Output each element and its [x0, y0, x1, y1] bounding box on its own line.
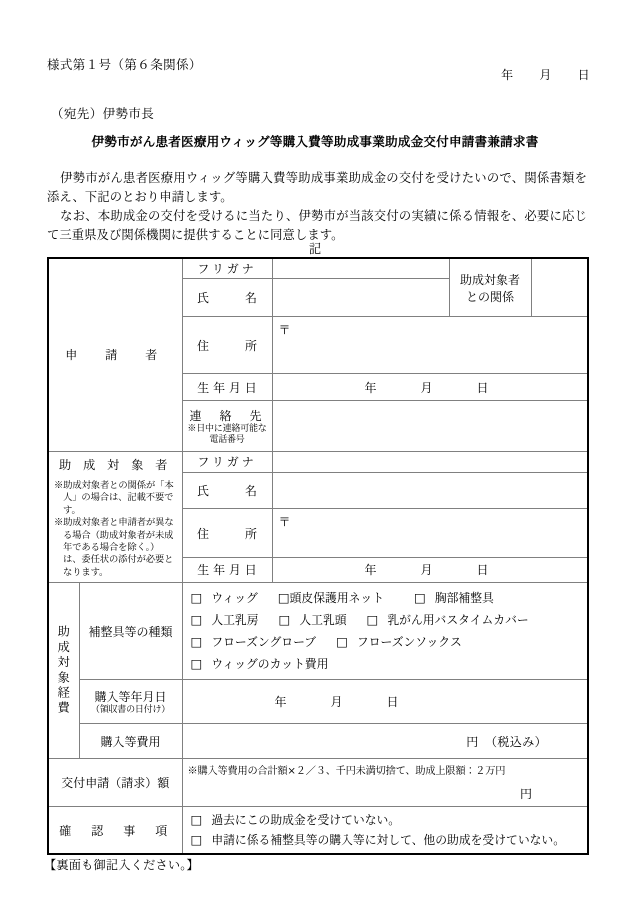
label-frozen-socks: フローズンソックス: [356, 635, 462, 650]
table-row-purchase-date: [48, 680, 588, 724]
applicant-furigana-value[interactable]: [272, 258, 449, 279]
table-row-applicant-furigana: [48, 258, 588, 279]
checkbox-no-other-subsidy[interactable]: □: [190, 832, 203, 848]
applicant-birth-year: 年: [364, 380, 378, 395]
purchase-date-label: 購入等年月日 （領収書の日付け）: [79, 680, 182, 724]
recipient-name-label: 氏 名: [182, 472, 272, 509]
label-artificial-nipple: 人工乳頭: [299, 613, 347, 628]
label-no-previous-subsidy: 過去にこの助成金を受けていない。: [211, 813, 401, 828]
recipient-section-label: 助 成 対 象 者 ※助成対象者との関係が「本人」の場合は、記載不要です。 ※助成対象者と申請者が異なる場合（助成対象者が未成年である場合を除く。）は、委任状の添付が必要となります。: [48, 452, 182, 583]
claim-amount-unit: 円: [520, 787, 533, 802]
checkbox-scalp-net[interactable]: □: [277, 590, 290, 606]
label-frozen-glove: フローズングローブ: [211, 635, 317, 650]
applicant-birth-day: 日: [476, 380, 490, 395]
table-row-confirmation: [48, 807, 588, 855]
expense-type-label: 補整具等の種類: [79, 583, 182, 680]
recipient-birth-value[interactable]: [272, 557, 588, 583]
recipient-address-label: 住 所: [182, 509, 272, 557]
checkbox-artificial-breast[interactable]: □: [190, 612, 203, 628]
purchase-date-month: 月: [330, 695, 344, 710]
checkbox-wig[interactable]: □: [190, 590, 203, 606]
purchase-cost-unit: 円 （税込み）: [466, 734, 548, 749]
applicant-name-value[interactable]: [272, 279, 449, 317]
confirmation-row-1: [191, 810, 588, 830]
confirmation-row-2: [191, 830, 588, 850]
applicant-contact-label: 連 絡 先 ※日中に連絡可能な 電話番号: [182, 401, 272, 452]
table-row-claim-amount: [48, 759, 588, 807]
checkbox-row-2: [191, 609, 588, 631]
label-artificial-breast: 人工乳房: [211, 613, 259, 628]
label-wig: ウィッグ: [211, 591, 258, 606]
application-table-wrapper: [47, 257, 587, 855]
header-date-year: 年: [501, 68, 514, 82]
table-row-expense-types: [48, 583, 588, 680]
checkbox-breast-pad[interactable]: □: [414, 590, 426, 606]
intro-paragraph-1-text: 伊勢市がん患者医療用ウィッグ等購入費等助成事業助成金の交付を受けたいので、関係書類を添え、下記のとおり申請します。: [47, 171, 587, 204]
addressee: （宛先）伊勢市長: [51, 106, 155, 121]
applicant-birth-month: 月: [420, 380, 434, 395]
recipient-birth-month: 月: [420, 563, 434, 578]
applicant-furigana-label: フリガナ: [182, 258, 272, 279]
applicant-contact-value[interactable]: [272, 401, 588, 452]
purchase-cost-label: 購入等費用: [79, 724, 182, 759]
ki-mark: 記: [308, 242, 322, 256]
checkbox-row-4: [191, 653, 588, 675]
applicant-relation-label: 助成対象者 との関係: [449, 258, 531, 317]
label-scalp-net: 頭皮保護用ネット: [289, 591, 385, 606]
label-breast-pad: 胸部補整具: [434, 591, 494, 606]
applicant-relation-value[interactable]: [531, 258, 588, 317]
table-row-purchase-cost: [48, 724, 588, 759]
checkbox-row-1: [191, 587, 588, 609]
applicant-birth-label: 生 年 月 日: [182, 374, 272, 401]
form-number: 様式第１号（第６条関係）: [47, 57, 202, 72]
postal-mark-icon: 〒: [278, 515, 291, 530]
purchase-date-year: 年: [274, 695, 288, 710]
checkbox-frozen-glove[interactable]: □: [190, 634, 203, 650]
label-wig-cut-fee: ウィッグのカット費用: [211, 657, 329, 672]
applicant-name-label: 氏 名: [182, 279, 272, 317]
recipient-birth-day: 日: [476, 563, 490, 578]
recipient-birth-label: 生 年 月 日: [182, 557, 272, 583]
label-bathtime-cover: 乳がん用バスタイムカバー: [387, 613, 529, 628]
page-title: 伊勢市がん患者医療用ウィッグ等購入費等助成事業助成金交付申請書兼請求書: [91, 134, 539, 149]
intro-paragraph-1: [47, 169, 587, 207]
checkbox-row-3: [191, 631, 588, 653]
confirmation-items: [182, 807, 588, 855]
table-row-recipient-furigana: [48, 452, 588, 473]
recipient-notes: ※助成対象者との関係が「本人」の場合は、記載不要です。 ※助成対象者と申請者が異なる場合（助成対象者が未成年である場合を除く。）は、委任状の添付が必要となります。: [54, 480, 174, 578]
confirmation-checkbox-list: [183, 807, 588, 853]
header-date-day: 日: [577, 68, 590, 82]
label-no-other-subsidy: 申請に係る補整具等の購入等に対して、他の助成を受けていない。: [211, 833, 566, 848]
recipient-address-value[interactable]: [272, 509, 588, 557]
purchase-date-day: 日: [386, 695, 400, 710]
applicant-birth-value[interactable]: [272, 374, 588, 401]
header-date-line: [501, 66, 590, 83]
purchase-date-value[interactable]: [182, 680, 588, 724]
purchase-cost-value[interactable]: [182, 724, 588, 759]
claim-amount-note: ※購入等費用の合計額×２／３、千円未満切捨て、助成上限額：２万円: [187, 766, 506, 778]
confirmation-label: 確 認 事 項: [48, 807, 182, 855]
checkbox-frozen-socks[interactable]: □: [336, 634, 348, 650]
claim-amount-label: 交付申請（請求）額: [48, 759, 182, 807]
claim-amount-value[interactable]: [182, 759, 588, 807]
recipient-furigana-label: フリガナ: [182, 452, 272, 473]
applicant-address-value[interactable]: [272, 317, 588, 374]
intro-paragraph-2-text: なお、本助成金の交付を受けるに当たり、伊勢市が当該交付の実績に係る情報を、必要に応じて三重県及び関係機関に提供することに同意します。: [47, 209, 587, 242]
applicant-section-label: 申 請 者: [48, 258, 182, 452]
recipient-name-value[interactable]: [272, 472, 588, 509]
header-date-month: 月: [539, 68, 552, 82]
application-table: [47, 257, 589, 855]
checkbox-artificial-nipple[interactable]: □: [278, 612, 291, 628]
recipient-birth-year: 年: [364, 563, 378, 578]
expenses-section-label: 助成対象経費: [48, 583, 79, 759]
checkbox-wig-cut-fee[interactable]: □: [190, 656, 203, 672]
applicant-address-label: 住 所: [182, 317, 272, 374]
expense-type-options: [182, 583, 588, 680]
postal-mark-icon: 〒: [278, 323, 291, 337]
checkbox-no-previous-subsidy[interactable]: □: [190, 812, 203, 828]
checkbox-bathtime-cover[interactable]: □: [366, 612, 379, 628]
equipment-checkbox-list: [183, 583, 588, 679]
footer-note: 【裏面も御記入ください。】: [44, 858, 199, 872]
recipient-furigana-value[interactable]: [272, 452, 588, 473]
